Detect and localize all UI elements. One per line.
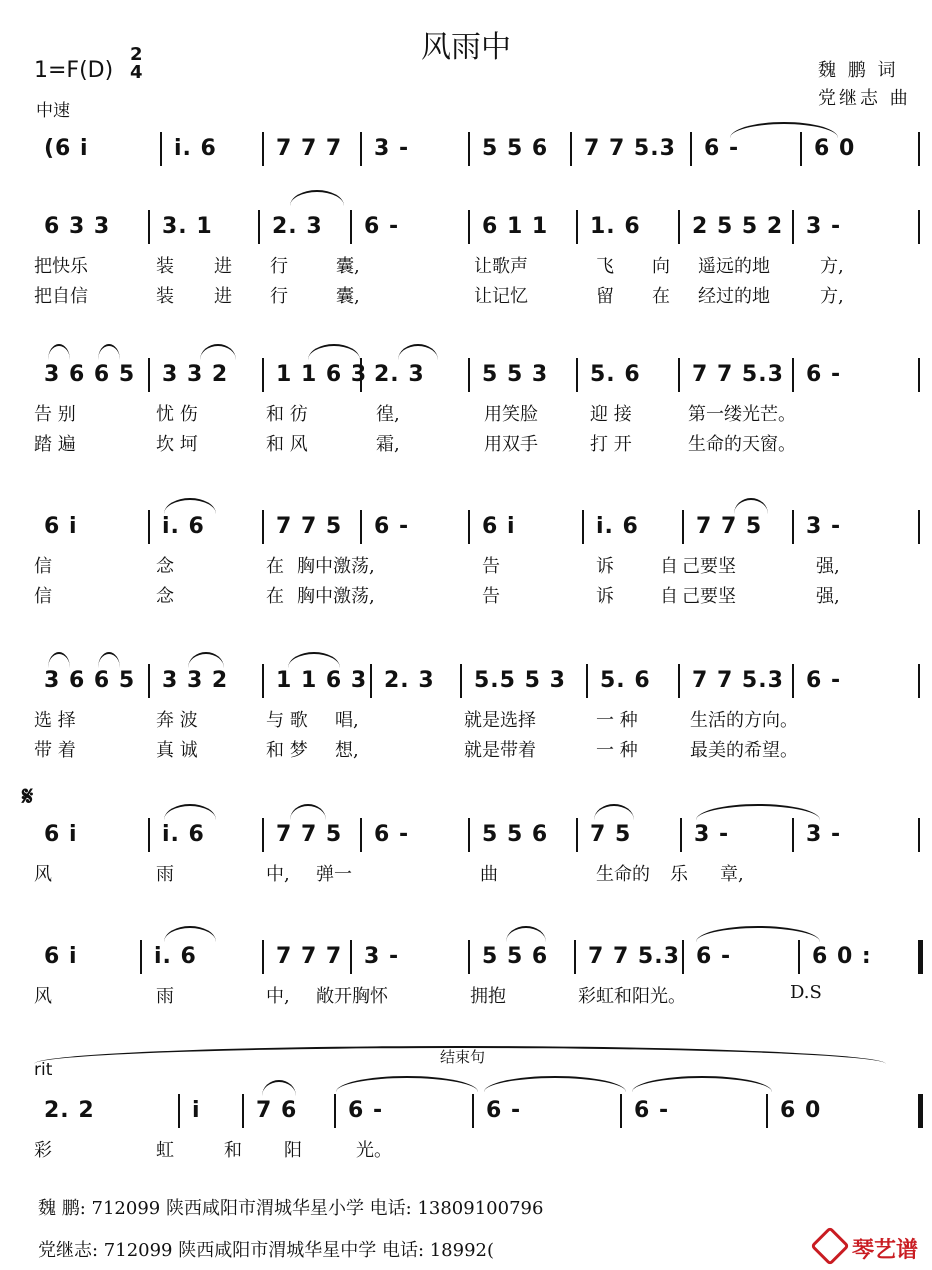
bar-line xyxy=(334,1094,336,1128)
lyric-word: 徨, xyxy=(376,404,400,425)
measure: 3 6 6 5 xyxy=(44,362,136,387)
lyric-word: D.S xyxy=(790,982,822,1003)
measure: 6 i xyxy=(44,944,78,969)
measure: i. 6 xyxy=(154,944,197,969)
lyric-word: 和 梦 xyxy=(266,740,308,761)
lyric-word: 生命的天窗。 xyxy=(688,434,796,455)
lyric-word: 方, xyxy=(820,286,844,307)
bar-line xyxy=(460,664,462,698)
notes-row xyxy=(30,358,920,400)
bar-line xyxy=(370,664,372,698)
site-logo xyxy=(816,1232,918,1264)
bar-line xyxy=(792,358,794,392)
bar-line xyxy=(918,132,920,166)
measure: 6 0 xyxy=(814,136,856,161)
measure: i. 6 xyxy=(596,514,639,539)
lyric-word: 进 xyxy=(214,256,232,277)
lyric-word: 生活的方向。 xyxy=(690,710,798,731)
measure: 3 - xyxy=(374,136,410,161)
lyric-word: 一 种 xyxy=(596,710,638,731)
lyric-row xyxy=(30,252,920,282)
slur-mark xyxy=(632,1076,772,1092)
measure: 7 7 5.3 xyxy=(584,136,676,161)
bar-line xyxy=(586,664,588,698)
bar-line xyxy=(792,210,794,244)
lyric-word: 踏 遍 xyxy=(34,434,76,455)
bar-line xyxy=(178,1094,180,1128)
lyric-word: 忧 伤 xyxy=(156,404,198,425)
lyric-word: 打 开 xyxy=(590,434,632,455)
bar-line xyxy=(160,132,162,166)
lyric-row xyxy=(30,282,920,312)
lyric-word: 胸中激荡, xyxy=(297,586,375,607)
lyric-word: 方, xyxy=(820,256,844,277)
lyric-word: 彩虹和阳光。 xyxy=(578,986,686,1007)
composer-credit: 党继志 曲 xyxy=(818,88,911,109)
measure: 2. 3 xyxy=(384,668,435,693)
lyric-word: 让记忆 xyxy=(474,286,528,307)
lyric-word: 风 xyxy=(34,864,52,885)
notes-row xyxy=(30,1094,920,1136)
bar-line xyxy=(620,1094,622,1128)
score-system xyxy=(30,210,920,312)
bar-line xyxy=(690,132,692,166)
lyric-row xyxy=(30,860,920,890)
measure: 5.5 5 3 xyxy=(474,668,566,693)
bar-line xyxy=(682,510,684,544)
lyric-word: 信 xyxy=(34,556,52,577)
lyric-word: 进 xyxy=(214,286,232,307)
lyric-word: 囊, xyxy=(336,286,360,307)
lyric-word: 留 xyxy=(596,286,614,307)
ending-label: 结束句 xyxy=(440,1048,486,1066)
bar-line xyxy=(262,132,264,166)
lyric-word: 自 xyxy=(660,556,678,577)
measure: 7 5 xyxy=(590,822,632,847)
slur-mark xyxy=(308,344,360,360)
bar-line xyxy=(148,664,150,698)
measure: 6 i xyxy=(482,514,516,539)
bar-line xyxy=(792,818,794,852)
lyric-word: 章, xyxy=(720,864,744,885)
measure: 6 i xyxy=(44,822,78,847)
slur-mark xyxy=(734,498,768,514)
slur-mark xyxy=(164,498,216,514)
bar-line xyxy=(576,818,578,852)
measure: 7 7 5.3 xyxy=(588,944,680,969)
lyric-word: 强, xyxy=(816,556,840,577)
measure: (6 i xyxy=(44,136,89,161)
bar-line xyxy=(918,664,920,698)
measure: 6 - xyxy=(806,362,842,387)
bar-line xyxy=(262,664,264,698)
lyric-word: 遥远的地 xyxy=(698,256,770,277)
lyric-word: 虹 xyxy=(156,1140,174,1161)
lyric-word: 坎 坷 xyxy=(156,434,198,455)
score-system xyxy=(30,1094,920,1166)
lyric-row xyxy=(30,552,920,582)
bar-line xyxy=(262,510,264,544)
measure: 6 0 xyxy=(780,1098,822,1123)
measure: 5. 6 xyxy=(590,362,641,387)
measure: 3 - xyxy=(694,822,730,847)
lyricist-credit: 魏 鹏 词 xyxy=(818,60,899,81)
slur-mark xyxy=(48,344,70,360)
lyric-word: 中, xyxy=(266,986,290,1007)
measure: 7 7 5.3 xyxy=(692,668,784,693)
bar-line xyxy=(258,210,260,244)
measure: 6 0 : xyxy=(812,944,872,969)
bar-line xyxy=(360,132,362,166)
bar-line xyxy=(678,210,680,244)
lyric-word: 强, xyxy=(816,586,840,607)
measure: 7 7 5 xyxy=(696,514,763,539)
measure: 6 3 3 xyxy=(44,214,111,239)
lyric-word: 雨 xyxy=(156,986,174,1007)
lyric-word: 胸中激荡, xyxy=(297,556,375,577)
notes-row xyxy=(30,510,920,552)
lyric-word: 唱, xyxy=(335,710,359,731)
measure: 1 1 6 3 xyxy=(276,668,368,693)
bar-line xyxy=(678,664,680,698)
lyric-word: 中, xyxy=(266,864,290,885)
lyric-word: 把自信 xyxy=(34,286,88,307)
slur-mark xyxy=(48,652,70,668)
measure: 2 5 5 2 xyxy=(692,214,784,239)
measure: 6 - xyxy=(374,514,410,539)
lyric-word: 光。 xyxy=(356,1140,392,1161)
measure: 7 6 xyxy=(256,1098,298,1123)
measure: 7 7 7 xyxy=(276,136,343,161)
bar-line xyxy=(792,664,794,698)
bar-line xyxy=(360,510,362,544)
lyric-word: 装 xyxy=(156,256,174,277)
lyric-row xyxy=(30,706,920,736)
logo-icon xyxy=(810,1226,850,1266)
notes-row xyxy=(30,664,920,706)
measure: 6 - xyxy=(696,944,732,969)
lyric-word: 带 着 xyxy=(34,740,76,761)
bar-line xyxy=(792,510,794,544)
bar-line xyxy=(468,210,470,244)
measure: 1. 6 xyxy=(590,214,641,239)
lyric-row xyxy=(30,430,920,460)
lyric-word: 第一缕光芒。 xyxy=(688,404,796,425)
lyric-word: 弹一 xyxy=(316,864,352,885)
lyric-word: 想, xyxy=(335,740,359,761)
measure: 5. 6 xyxy=(600,668,651,693)
measure: 5 5 6 xyxy=(482,822,549,847)
bar-line xyxy=(148,510,150,544)
lyric-word: 念 xyxy=(156,586,174,607)
time-top: 2 xyxy=(130,44,143,65)
bar-line xyxy=(582,510,584,544)
bar-line xyxy=(360,818,362,852)
measure: 2. 2 xyxy=(44,1098,95,1123)
slur-mark xyxy=(696,804,820,820)
bar-line xyxy=(148,818,150,852)
measure: i xyxy=(192,1098,201,1123)
bar-line xyxy=(576,210,578,244)
bar-line xyxy=(148,358,150,392)
song-title: 风雨中 xyxy=(421,30,511,65)
bar-line xyxy=(468,358,470,392)
bar-line xyxy=(468,940,470,974)
bar-line xyxy=(918,1094,923,1128)
lyric-word: 曲 xyxy=(480,864,498,885)
lyric-word: 和 xyxy=(224,1140,242,1161)
slur-mark xyxy=(336,1076,478,1092)
bar-line xyxy=(262,818,264,852)
slur-mark xyxy=(98,344,120,360)
measure: 1 1 6 3 xyxy=(276,362,368,387)
slur-mark xyxy=(164,926,216,942)
slur-mark xyxy=(188,652,224,668)
bar-line xyxy=(468,132,470,166)
bar-line xyxy=(918,818,920,852)
measure: 7 7 5.3 xyxy=(692,362,784,387)
footer-line-2: 党继志: 712099 陕西咸阳市渭城华星中学 电话: 18992( xyxy=(38,1240,495,1261)
lyric-word: 和 彷 xyxy=(266,404,308,425)
lyric-word: 飞 xyxy=(596,256,614,277)
bar-line xyxy=(682,940,684,974)
measure: 3 3 2 xyxy=(162,668,229,693)
score-system xyxy=(30,358,920,460)
bar-line xyxy=(140,940,142,974)
lyric-word: 拥抱 xyxy=(470,986,506,1007)
measure: 6 - xyxy=(486,1098,522,1123)
measure: 6 i xyxy=(44,514,78,539)
lyric-word: 迎 接 xyxy=(590,404,632,425)
lyric-word: 信 xyxy=(34,586,52,607)
slur-mark xyxy=(696,926,820,942)
bar-line xyxy=(350,940,352,974)
lyric-word: 奔 波 xyxy=(156,710,198,731)
lyric-word: 诉 xyxy=(596,556,614,577)
slur-mark xyxy=(506,926,546,942)
bar-line xyxy=(468,818,470,852)
slur-mark xyxy=(288,652,340,668)
measure: 6 - xyxy=(364,214,400,239)
lyric-word: 向 xyxy=(652,256,670,277)
bar-line xyxy=(680,818,682,852)
lyric-word: 让歌声 xyxy=(474,256,528,277)
lyric-word: 告 xyxy=(482,586,500,607)
bar-line xyxy=(918,210,920,244)
bar-line xyxy=(468,510,470,544)
lyric-word: 彩 xyxy=(34,1140,52,1161)
lyric-row xyxy=(30,400,920,430)
measure: 5 5 6 xyxy=(482,944,549,969)
measure: 3 6 6 5 xyxy=(44,668,136,693)
notes-row xyxy=(30,818,920,860)
score-system xyxy=(30,132,920,174)
measure: 7 7 7 xyxy=(276,944,343,969)
measure: 3. 1 xyxy=(162,214,213,239)
lyric-word: 在 xyxy=(652,286,670,307)
bar-line xyxy=(148,210,150,244)
segno-symbol: 𝄋 xyxy=(22,782,34,812)
slur-mark xyxy=(290,190,344,206)
measure: 3 - xyxy=(364,944,400,969)
bar-line xyxy=(242,1094,244,1128)
rit-bracket xyxy=(34,1046,886,1064)
lyric-word: 最美的希望。 xyxy=(690,740,798,761)
lyric-word: 己要坚 xyxy=(682,586,736,607)
measure: 6 - xyxy=(348,1098,384,1123)
lyric-word: 就是选择 xyxy=(464,710,536,731)
measure: i. 6 xyxy=(174,136,217,161)
lyric-word: 雨 xyxy=(156,864,174,885)
time-bottom: 4 xyxy=(130,62,143,83)
measure: 6 - xyxy=(634,1098,670,1123)
bar-line xyxy=(918,940,923,974)
slur-mark xyxy=(484,1076,626,1092)
lyric-row xyxy=(30,982,920,1012)
bar-line xyxy=(262,940,264,974)
bar-line xyxy=(918,510,920,544)
lyric-word: 把快乐 xyxy=(34,256,88,277)
slur-mark xyxy=(98,652,120,668)
lyric-word: 在 xyxy=(266,556,284,577)
score-system xyxy=(30,940,920,1012)
measure: 3 - xyxy=(806,214,842,239)
measure: 3 - xyxy=(806,822,842,847)
measure: 7 7 5 xyxy=(276,514,343,539)
footer-line-1: 魏 鹏: 712099 陕西咸阳市渭城华星小学 电话: 13809100796 xyxy=(38,1198,544,1219)
bar-line xyxy=(918,358,920,392)
measure: 2. 3 xyxy=(374,362,425,387)
lyric-word: 经过的地 xyxy=(698,286,770,307)
measure: i. 6 xyxy=(162,822,205,847)
key-signature xyxy=(34,44,143,83)
bar-line xyxy=(678,358,680,392)
lyric-word: 风 xyxy=(34,986,52,1007)
lyric-word: 行 xyxy=(270,286,288,307)
lyric-word: 敞开胸怀 xyxy=(316,986,388,1007)
lyric-word: 一 种 xyxy=(596,740,638,761)
measure: 5 5 3 xyxy=(482,362,549,387)
measure: 5 5 6 xyxy=(482,136,549,161)
slur-mark xyxy=(200,344,236,360)
lyric-word: 霜, xyxy=(376,434,400,455)
lyric-word: 与 歌 xyxy=(266,710,308,731)
score-system xyxy=(30,664,920,766)
bar-line xyxy=(798,940,800,974)
slur-mark xyxy=(164,804,216,820)
lyric-word: 装 xyxy=(156,286,174,307)
logo-text: 琴艺谱 xyxy=(852,1238,919,1263)
measure: i. 6 xyxy=(162,514,205,539)
slur-mark xyxy=(594,804,634,820)
notes-row xyxy=(30,940,920,982)
notes-row xyxy=(30,210,920,252)
bar-line xyxy=(350,210,352,244)
measure: 3 3 2 xyxy=(162,362,229,387)
lyric-word: 告 xyxy=(482,556,500,577)
lyric-word: 行 xyxy=(270,256,288,277)
measure: 6 - xyxy=(806,668,842,693)
lyric-word: 用双手 xyxy=(484,434,538,455)
notes-row xyxy=(30,132,920,174)
lyric-row xyxy=(30,582,920,612)
tempo-marking: 中速 xyxy=(36,101,70,121)
lyric-word: 真 诚 xyxy=(156,740,198,761)
measure: 2. 3 xyxy=(272,214,323,239)
lyric-word: 己要坚 xyxy=(682,556,736,577)
lyric-word: 就是带着 xyxy=(464,740,536,761)
lyric-word: 告 别 xyxy=(34,404,76,425)
slur-mark xyxy=(262,1080,296,1096)
time-signature xyxy=(130,46,143,82)
lyric-word: 乐 xyxy=(670,864,688,885)
measure: 6 - xyxy=(374,822,410,847)
measure: 7 7 5 xyxy=(276,822,343,847)
lyric-word: 诉 xyxy=(596,586,614,607)
slur-mark xyxy=(290,804,326,820)
lyric-word: 生命的 xyxy=(596,864,650,885)
bar-line xyxy=(472,1094,474,1128)
rit-marking: rit xyxy=(34,1060,53,1080)
bar-line xyxy=(262,358,264,392)
slur-mark xyxy=(730,122,838,138)
lyric-row xyxy=(30,736,920,766)
lyric-row xyxy=(30,1136,920,1166)
lyric-word: 自 xyxy=(660,586,678,607)
bar-line xyxy=(576,358,578,392)
measure: 6 - xyxy=(704,136,740,161)
measure: 3 - xyxy=(806,514,842,539)
lyric-word: 阳 xyxy=(284,1140,302,1161)
lyric-word: 用笑脸 xyxy=(484,404,538,425)
key-text: 1=F(D) xyxy=(34,58,114,83)
lyric-word: 囊, xyxy=(336,256,360,277)
lyric-word: 和 风 xyxy=(266,434,308,455)
score-system xyxy=(30,818,920,890)
bar-line xyxy=(766,1094,768,1128)
lyric-word: 在 xyxy=(266,586,284,607)
measure: 6 1 1 xyxy=(482,214,549,239)
score-system xyxy=(30,510,920,612)
lyric-word: 念 xyxy=(156,556,174,577)
slur-mark xyxy=(398,344,438,360)
bar-line xyxy=(574,940,576,974)
lyric-word: 选 择 xyxy=(34,710,76,731)
bar-line xyxy=(570,132,572,166)
